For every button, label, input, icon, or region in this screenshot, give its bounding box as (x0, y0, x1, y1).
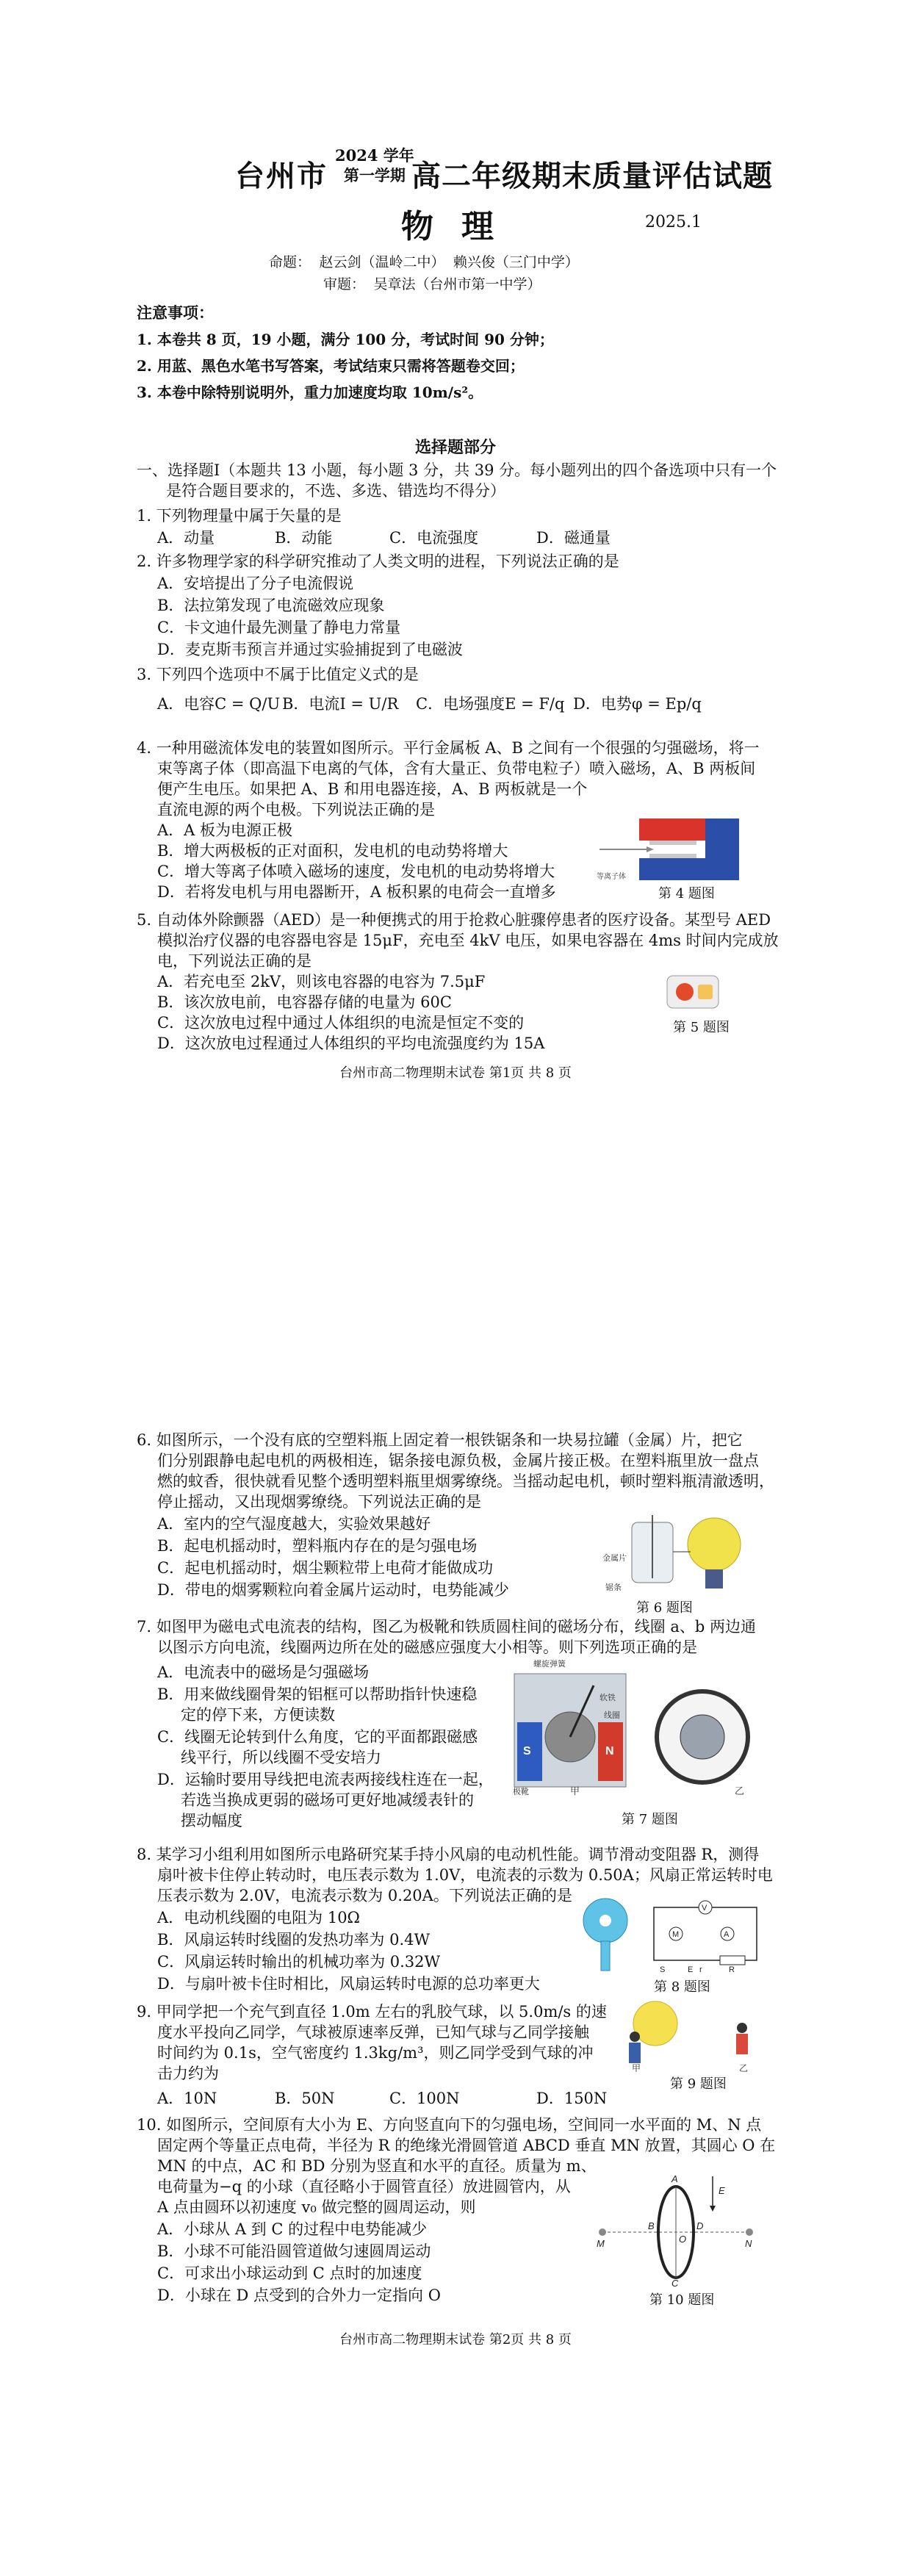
q2-option: B．法拉第发现了电流磁效应现象 (157, 597, 385, 614)
q1-option: D．磁通量 (536, 529, 611, 547)
q10-line: 固定两个等量正点电荷，半径为 R 的绝缘光滑圆管道 ABCD 垂直 MN 放置，其圆心 O 在 (157, 2137, 776, 2154)
q1-stem: 1. 下列物理量中属于矢量的是 (137, 507, 342, 525)
aed-panel (698, 985, 713, 999)
aed-button (676, 983, 694, 1001)
q5-option: D．这次放电过程通过人体组织的平均电流强度约为 15A (157, 1035, 545, 1052)
q8-caption: 第 8 题图 (654, 1979, 710, 1995)
q5-caption: 第 5 题图 (673, 1020, 730, 1035)
q3-stem: 3. 下列四个选项中不属于比值定义式的是 (137, 666, 419, 683)
iron-cylinder (680, 1715, 724, 1759)
fan-handle (601, 1941, 610, 1971)
q9-option: A．10N (157, 2090, 217, 2107)
subject-title: 物理 (401, 208, 522, 245)
q8-line: 扇叶被卡住停止转动时，电压表示数为 1.0V，电流表的示数为 0.50A；风扇正常运转时电 (157, 1866, 773, 1884)
q9-line: 9. 甲同学把一个充气到直径 1.0m 左右的乳胶气球，以 5.0m/s 的速 (137, 2003, 607, 2021)
q6-option: C．起电机摇动时，烟尘颗粒带上电荷才能做成功 (157, 1559, 494, 1577)
exam-title: 高二年级期末质量评估试题 (411, 159, 773, 193)
q3-option: C．电场强度E = F/q (416, 695, 565, 713)
fan-figure (580, 1894, 632, 1975)
field-arrow-head (710, 2206, 716, 2212)
person-jia-body (629, 2043, 641, 2063)
charge-n (746, 2228, 753, 2236)
q6-option: D．带电的烟雾颗粒向着金属片运动时，电势能减少 (157, 1581, 509, 1599)
q8-option: C．风扇运转时输出的机械功率为 0.32W (157, 1953, 441, 1971)
magnet-bottom (639, 858, 710, 880)
q7-option-cont: 线平行，所以线圈不受安培力 (181, 1749, 381, 1766)
ammeter-label: A (724, 1930, 730, 1939)
q4-option: C．增大等离子体喷入磁场的速度，发电机的电动势将增大 (157, 863, 555, 880)
spring-label: 螺旋弹簧 (533, 1660, 566, 1669)
magnet-side (705, 819, 739, 880)
q4-line: 4. 一种用磁流体发电的装置如图所示。平行金属板 A、B 之间有一个很强的匀强磁场，将一 (137, 739, 760, 757)
point-n-label: N (745, 2238, 752, 2249)
q6-line: 停止摇动，又出现烟雾缭绕。下列说法正确的是 (157, 1493, 481, 1511)
q6-option: B．起电机摇动时，塑料瓶内存在的是匀强电场 (157, 1537, 478, 1555)
q3-option: D．电势φ = Ep/q (573, 695, 702, 713)
rheostat-label: R (729, 1965, 735, 1974)
notice-item: 2. 用蓝、黑色水笔书写答案，考试结束只需将答题卷交回； (137, 357, 525, 375)
section-heading: 选择题部分 (414, 438, 496, 457)
page-1 (0, 0, 911, 1146)
q4-option: D．若将发电机与用电器断开，A 板积累的电荷会一直增多 (157, 883, 556, 901)
q10-option: D．小球在 D 点受到的合外力一定指向 O (157, 2287, 441, 2304)
q9-caption: 第 9 题图 (670, 2076, 727, 2092)
q6-caption: 第 6 题图 (636, 1600, 693, 1616)
magnet-top (639, 819, 710, 841)
reviewer-line: 审题： 吴章法（台州市第一中学） (323, 276, 541, 292)
q7-option: C．线圈无论转到什么角度，它的平面都跟磁感 (157, 1728, 478, 1746)
fig-yi-label: 乙 (735, 1785, 745, 1796)
soft-iron-label: 软铁 (599, 1694, 616, 1702)
q6-option: A．室内的空气湿度越大，实验效果越好 (157, 1515, 431, 1533)
point-m-label: M (597, 2238, 605, 2249)
voltmeter-label: V (702, 1904, 707, 1913)
person-jia-head (630, 2032, 640, 2042)
q2-option: A．安培提出了分子电流假说 (157, 575, 354, 592)
q10-option: C．可求出小球运动到 C 点时的加速度 (157, 2264, 422, 2282)
emf-label: E (688, 1965, 694, 1974)
q10-figure (588, 2169, 764, 2287)
q4-line: 便产生电压。如果把 A、B 和用电器连接，A、B 两板就是一个 (157, 780, 588, 798)
q5-option: C．这次放电过程中通过人体组织的电流是恒定不变的 (157, 1014, 525, 1032)
saw-label: 锯条 (605, 1583, 622, 1592)
q6-figure (602, 1508, 749, 1596)
notice-heading: 注意事项： (137, 303, 214, 322)
point-d-label: D (696, 2220, 704, 2231)
point-o-label: O (679, 2234, 687, 2245)
person-yi-body (736, 2034, 748, 2054)
notice-item: 3. 本卷中除特别说明外，重力加速度均取 10m/s²。 (137, 384, 483, 401)
q8-line: 8. 某学习小组利用如图所示电路研究某手持小风扇的电动机性能。调节滑动变阻器 R，测得 (137, 1846, 760, 1863)
person-yi-head (737, 2023, 747, 2033)
city-name: 台州市 (235, 159, 328, 193)
year-line-2: 第一学期 (343, 166, 406, 184)
q6-line: 们分别跟静电起电机的两极相连，锯条接电源负极，金属片接正极。在塑料瓶里放一盘点 (157, 1452, 759, 1469)
section-intro: 是符合题目要求的，不选、多选、错选均不得分） (166, 482, 505, 500)
q2-option: C．卡文迪什最先测量了静电力常量 (157, 619, 401, 636)
q7-option: D．运输时要用导线把电流表两接线柱连在一起， (157, 1771, 494, 1788)
q9-figure (617, 1998, 764, 2072)
q8-option: B．风扇运转时线圈的发热功率为 0.4W (157, 1931, 431, 1949)
page-footer: 台州市高二物理期末试卷 第2页 共 8 页 (339, 2332, 572, 2347)
jia-label: 甲 (632, 2063, 641, 2072)
author-line: 命题： 赵云剑（温岭二中） 赖兴俊（三门中学） (269, 254, 579, 270)
q2-option: D．麦克斯韦预言并通过实验捕捉到了电磁波 (157, 641, 463, 658)
school-year (335, 145, 414, 185)
year-line-1: 2024 学年 (335, 146, 414, 165)
q10-option: B．小球不可能沿圆管道做匀速圆周运动 (157, 2242, 431, 2260)
q6-line: 燃的蚊香，很快就看见整个透明塑料瓶里烟雾缭绕。当摇动起电机，顿时塑料瓶清澈透明， (157, 1472, 774, 1490)
exam-title-row (0, 145, 911, 197)
q7-option: A．电流表中的磁场是匀强磁场 (157, 1663, 370, 1681)
fan-hub (599, 1915, 611, 1926)
switch-label: S (660, 1965, 666, 1974)
q3-option: B．电流I = U/R (282, 695, 399, 713)
page-footer: 台州市高二物理期末试卷 第1页 共 8 页 (339, 1065, 572, 1081)
q9-line: 击力约为 (157, 2065, 219, 2082)
q7-caption: 第 7 题图 (622, 1812, 678, 1827)
page-2 (0, 1146, 911, 2576)
rheostat (720, 1956, 745, 1965)
plasma-arrow-head (647, 846, 654, 852)
q9-option: B．50N (275, 2090, 335, 2107)
fig-jia-label: 甲 (570, 1785, 580, 1796)
q6-line: 6. 如图所示，一个没有底的空塑料瓶上固定着一根铁锯条和一块易拉罐（金属）片，把它 (137, 1431, 743, 1449)
q4-caption: 第 4 题图 (658, 886, 715, 902)
q7-option: B．用来做线圈骨架的铝框可以帮助指针快速稳 (157, 1685, 478, 1703)
q3-option: A．电容C = Q/U (157, 695, 281, 713)
q8-option: D．与扇叶被卡住时相比，风扇运转时电源的总功率更大 (157, 1975, 540, 1993)
q5-line: 模拟治疗仪器的电容器电容是 15μF，充电至 4kV 电压，如果电容器在 4ms 时间内完成放 (157, 932, 779, 949)
q7-option-cont: 摆动幅度 (181, 1812, 242, 1830)
q7-option-cont: 定的停下来，方便读数 (181, 1706, 335, 1724)
yi-label: 乙 (739, 2063, 749, 2072)
q8-line: 压表示数为 2.0V，电流表示数为 0.20A。下列说法正确的是 (157, 1887, 572, 1904)
n-pole-label: N (605, 1745, 614, 1757)
q7-figure (511, 1656, 761, 1796)
coil-label: 线圈 (604, 1711, 620, 1720)
q4-option: A．A 板为电源正极 (157, 821, 293, 839)
q4-figure (595, 816, 749, 883)
plasma-label: 等离子体 (597, 873, 626, 881)
internal-resistance-label: r (699, 1965, 702, 1974)
q4-option: B．增大两极板的正对面积，发电机的电动势将增大 (157, 842, 508, 860)
charge-m (599, 2228, 606, 2236)
motor-label: M (672, 1930, 680, 1939)
q9-line: 时间约为 0.1s，空气密度约 1.3kg/m³，则乙同学受到气球的冲 (157, 2044, 594, 2062)
q2-stem: 2. 许多物理学家的科学研究推动了人类文明的进程，下列说法正确的是 (137, 553, 619, 570)
q8-circuit (647, 1900, 764, 1974)
q5-line: 电，下列说法正确的是 (157, 952, 312, 970)
q10-line: 10. 如图所示，空间原有大小为 E、方向竖直向下的匀强电场，空间同一水平面的 M、N 点 (137, 2116, 762, 2134)
q7-option-cont: 若选当换成更弱的磁场可更好地减缓表针的 (181, 1791, 474, 1809)
section-intro: 一、选择题Ⅰ（本题共 13 小题，每小题 3 分，共 39 分。每小题列出的四个备选项中只有一个 (137, 461, 777, 479)
plate-b (649, 854, 696, 858)
q4-line: 直流电源的两个电极。下列说法正确的是 (157, 801, 435, 819)
aed-device-figure (664, 970, 723, 1012)
q10-line: A 点由圆环以初速度 v₀ 做完整的圆周运动，则 (157, 2198, 476, 2216)
notice-item: 1. 本卷共 8 页，19 小题，满分 100 分，考试时间 90 分钟； (137, 331, 554, 348)
s-pole-label: S (523, 1745, 531, 1757)
generator-base (705, 1569, 723, 1589)
metal-sheet-label: 金属片 (602, 1554, 627, 1563)
q5-line: 5. 自动体外除颤器（AED）是一种便携式的用于抢救心脏骤停患者的医疗设备。某型号 AED (137, 911, 771, 929)
point-b-label: B (648, 2220, 655, 2231)
q10-line: 电荷量为−q 的小球（直径略小于圆管直径）放进圆管内，从 (157, 2178, 571, 2195)
q7-line: 7. 如图甲为磁电式电流表的结构，图乙为极靴和铁质圆柱间的磁场分布，线圈 a、b 两边通 (137, 1618, 757, 1636)
q7-line: 以图示方向电流，线圈两边所在处的磁感应强度大小相等。则下列选项正确的是 (157, 1638, 697, 1656)
point-a-label: A (671, 2173, 678, 2184)
q10-line: MN 的中点，AC 和 BD 分别为竖直和水平的直径。质量为 m、 (157, 2157, 597, 2175)
plate-a (649, 841, 696, 845)
electrostatic-generator (688, 1518, 741, 1571)
q9-line: 度水平投向乙同学，气球被原速率反弹，已知气球与乙同学接触 (157, 2023, 589, 2041)
q1-option: C．电流强度 (389, 529, 479, 547)
balloon (633, 2001, 677, 2046)
q9-option: C．100N (389, 2090, 460, 2107)
pole-shoe-label: 极靴 (513, 1788, 529, 1796)
q1-option: B．动能 (275, 529, 333, 547)
q4-line: 束等离子体（即高温下电离的气体，含有大量正、负带电粒子）喷入磁场，A、B 两板间 (157, 760, 756, 777)
q9-option: D．150N (536, 2090, 608, 2107)
q1-option: A．动量 (157, 529, 215, 547)
q10-caption: 第 10 题图 (649, 2292, 715, 2308)
q8-option: A．电动机线圈的电阻为 10Ω (157, 1909, 360, 1926)
exam-date: 2025.1 (645, 213, 702, 231)
field-e-label: E (719, 2185, 725, 2196)
q5-option: A．若充电至 2kV，则该电容器的电容为 7.5μF (157, 973, 486, 990)
point-c-label: C (671, 2278, 679, 2287)
q5-option: B．该次放电前，电容器存储的电量为 60C (157, 993, 452, 1011)
q10-option: A．小球从 A 到 C 的过程中电势能减少 (157, 2220, 428, 2238)
